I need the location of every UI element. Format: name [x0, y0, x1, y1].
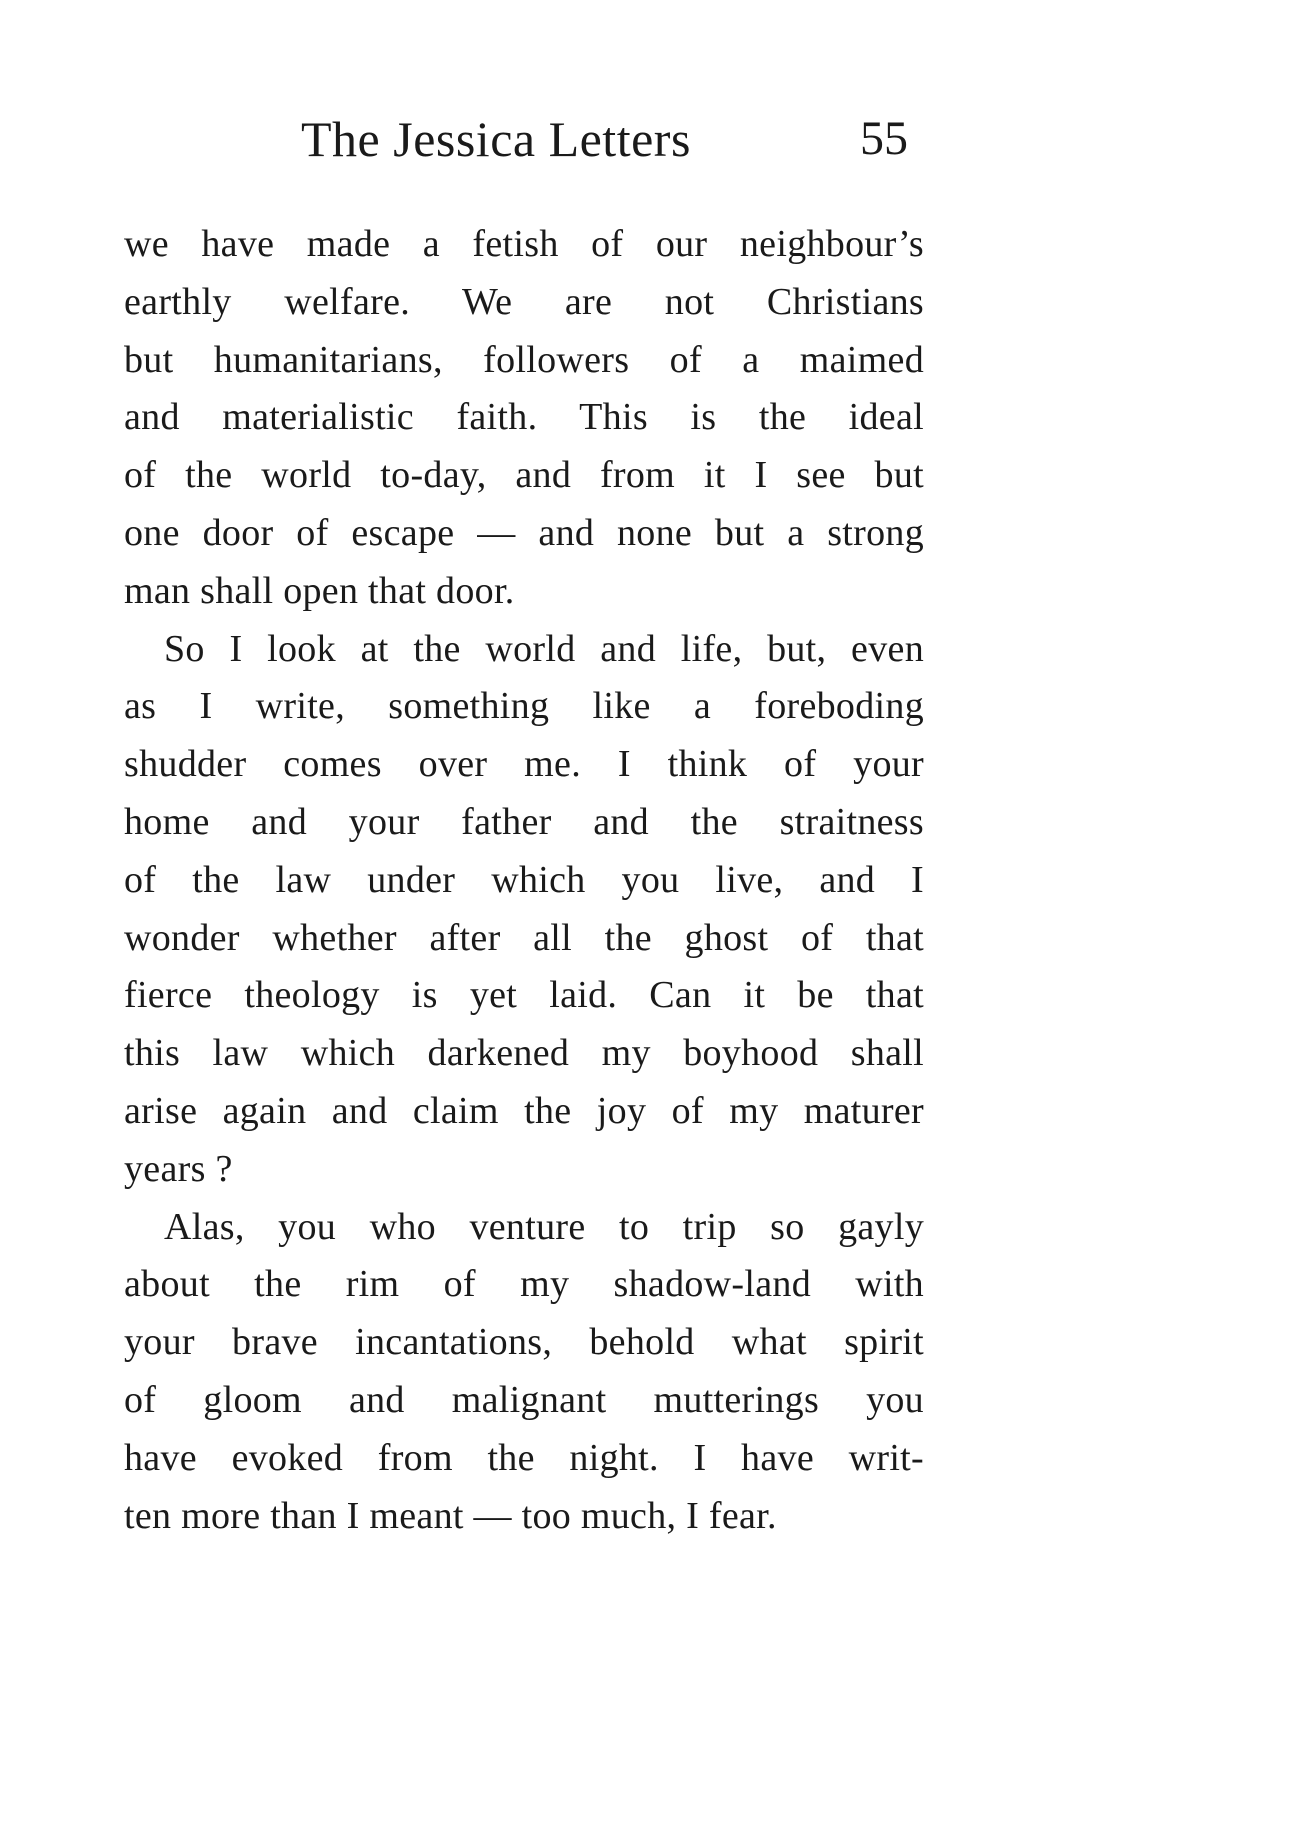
text-line: shudder comes over me. I think of your — [124, 743, 924, 786]
text-line: of the world to-day, and from it I see but — [124, 454, 924, 497]
text-line: Alas, you who venture to trip so gayly — [164, 1205, 924, 1248]
text-line: fierce theology is yet laid. Can it be that — [124, 974, 924, 1017]
text-line: about the rim of my shadow-land with — [124, 1263, 924, 1306]
text-line: earthly welfare. We are not Christians — [124, 280, 924, 323]
text-line: of gloom and malignant mutterings you — [124, 1378, 924, 1421]
text-line: So I look at the world and life, but, even — [164, 627, 924, 670]
page-number: 55 — [860, 112, 908, 165]
text-line: arise again and claim the joy of my maturer — [124, 1089, 924, 1132]
paragraph-2 — [124, 621, 924, 1199]
text-line: one door of escape — and none but a strong — [124, 511, 924, 554]
text-line: this law which darkened my boyhood shall — [124, 1032, 924, 1075]
text-line: wonder whether after all the ghost of that — [124, 916, 924, 959]
text-line: of the law under which you live, and I — [124, 858, 924, 901]
running-head — [124, 104, 924, 174]
paragraph-1 — [124, 216, 924, 621]
text-line: and materialistic faith. This is the ideal — [124, 396, 924, 439]
text-line: but humanitarians, followers of a maimed — [124, 338, 924, 381]
text-line: ten more than I meant — too much, I fear. — [124, 1494, 777, 1537]
body-text — [124, 216, 924, 1545]
text-line: years ? — [124, 1147, 233, 1190]
text-line: have evoked from the night. I have writ- — [124, 1436, 924, 1479]
text-line: man shall open that door. — [124, 569, 515, 612]
text-line: your brave incantations, behold what spirit — [124, 1321, 924, 1364]
text-line: as I write, something like a foreboding — [124, 685, 924, 728]
running-title: The Jessica Letters — [301, 111, 691, 167]
text-line: we have made a fetish of our neighbour’s — [124, 223, 924, 265]
text-line: home and your father and the straitness — [124, 800, 924, 843]
paragraph-3 — [124, 1199, 924, 1546]
